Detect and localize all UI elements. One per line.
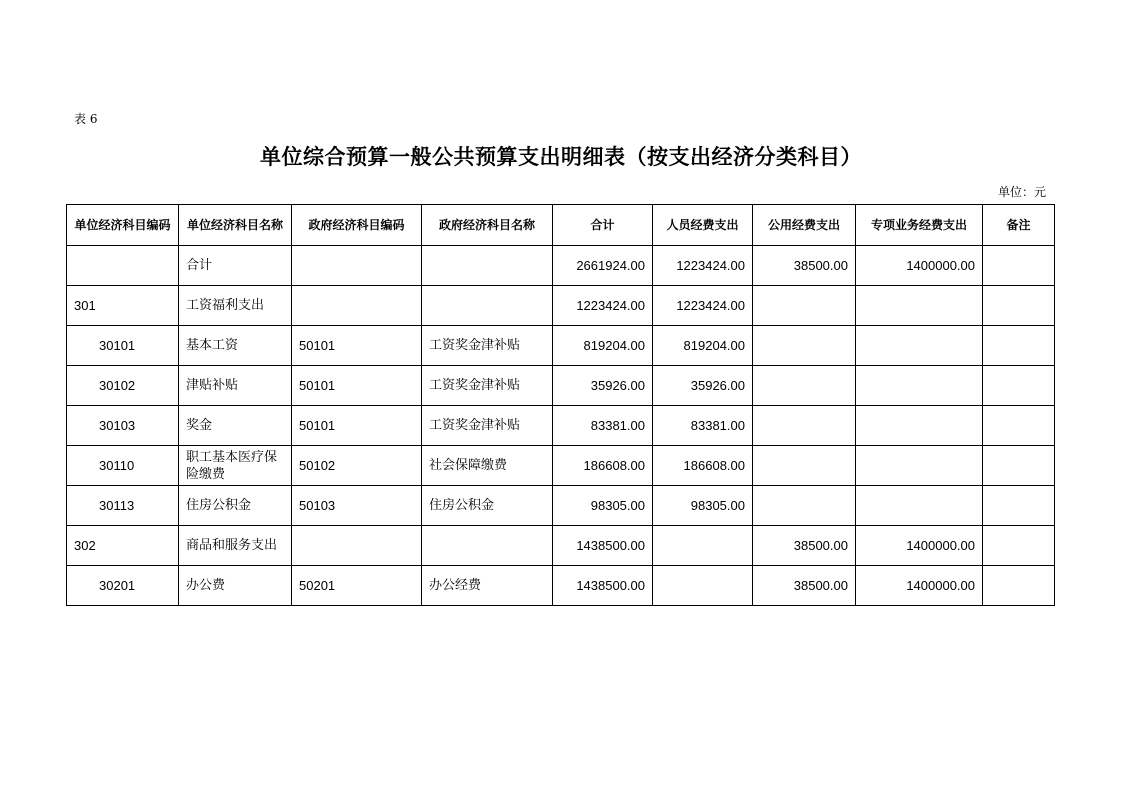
unit-code-cell bbox=[67, 246, 179, 286]
personnel-cell: 83381.00 bbox=[653, 406, 753, 446]
public-cell: 38500.00 bbox=[753, 246, 856, 286]
remark-cell bbox=[983, 526, 1055, 566]
unit-code-cell: 30110 bbox=[67, 446, 179, 486]
table-row bbox=[67, 406, 1055, 446]
gov-code-cell bbox=[292, 246, 422, 286]
table-row bbox=[67, 566, 1055, 606]
remark-cell bbox=[983, 566, 1055, 606]
unit-code-cell: 30101 bbox=[67, 326, 179, 366]
total-cell: 1438500.00 bbox=[553, 526, 653, 566]
personnel-cell: 186608.00 bbox=[653, 446, 753, 486]
column-header: 公用经费支出 bbox=[753, 205, 856, 246]
special-cell: 1400000.00 bbox=[856, 246, 983, 286]
remark-cell bbox=[983, 446, 1055, 486]
gov-code-cell: 50102 bbox=[292, 446, 422, 486]
gov-name-cell bbox=[422, 286, 553, 326]
unit-code-cell: 30201 bbox=[67, 566, 179, 606]
total-cell: 35926.00 bbox=[553, 366, 653, 406]
remark-cell bbox=[983, 366, 1055, 406]
gov-name-cell: 工资奖金津补贴 bbox=[422, 366, 553, 406]
table-row bbox=[67, 246, 1055, 286]
remark-cell bbox=[983, 246, 1055, 286]
special-cell: 1400000.00 bbox=[856, 566, 983, 606]
personnel-cell: 35926.00 bbox=[653, 366, 753, 406]
gov-code-cell bbox=[292, 526, 422, 566]
personnel-cell: 1223424.00 bbox=[653, 286, 753, 326]
special-cell: 1400000.00 bbox=[856, 526, 983, 566]
column-header: 备注 bbox=[983, 205, 1055, 246]
unit-name-cell: 办公费 bbox=[179, 566, 292, 606]
remark-cell bbox=[983, 286, 1055, 326]
gov-name-cell: 工资奖金津补贴 bbox=[422, 326, 553, 366]
personnel-cell: 819204.00 bbox=[653, 326, 753, 366]
gov-name-cell: 住房公积金 bbox=[422, 486, 553, 526]
table-body bbox=[67, 246, 1055, 606]
gov-code-cell bbox=[292, 286, 422, 326]
unit-name-cell: 奖金 bbox=[179, 406, 292, 446]
unit-name-cell: 津贴补贴 bbox=[179, 366, 292, 406]
table-row bbox=[67, 366, 1055, 406]
gov-name-cell: 办公经费 bbox=[422, 566, 553, 606]
unit-code-cell: 30103 bbox=[67, 406, 179, 446]
unit-name-cell: 工资福利支出 bbox=[179, 286, 292, 326]
table-row bbox=[67, 446, 1055, 486]
gov-name-cell bbox=[422, 246, 553, 286]
gov-code-cell: 50101 bbox=[292, 326, 422, 366]
unit-code-cell: 30113 bbox=[67, 486, 179, 526]
unit-code-cell: 301 bbox=[67, 286, 179, 326]
total-cell: 186608.00 bbox=[553, 446, 653, 486]
column-header: 单位经济科目名称 bbox=[179, 205, 292, 246]
remark-cell bbox=[983, 326, 1055, 366]
column-header: 政府经济科目编码 bbox=[292, 205, 422, 246]
total-cell: 98305.00 bbox=[553, 486, 653, 526]
gov-name-cell: 社会保障缴费 bbox=[422, 446, 553, 486]
public-cell: 38500.00 bbox=[753, 526, 856, 566]
table-row bbox=[67, 486, 1055, 526]
unit-name-cell: 合计 bbox=[179, 246, 292, 286]
total-cell: 1438500.00 bbox=[553, 566, 653, 606]
remark-cell bbox=[983, 406, 1055, 446]
gov-code-cell: 50103 bbox=[292, 486, 422, 526]
public-cell bbox=[753, 326, 856, 366]
personnel-cell: 98305.00 bbox=[653, 486, 753, 526]
gov-name-cell bbox=[422, 526, 553, 566]
document-title: 单位综合预算一般公共预算支出明细表（按支出经济分类科目） bbox=[260, 145, 862, 169]
column-header: 专项业务经费支出 bbox=[856, 205, 983, 246]
total-cell: 1223424.00 bbox=[553, 286, 653, 326]
special-cell bbox=[856, 326, 983, 366]
special-cell bbox=[856, 486, 983, 526]
special-cell bbox=[856, 366, 983, 406]
personnel-cell: 1223424.00 bbox=[653, 246, 753, 286]
column-header: 政府经济科目名称 bbox=[422, 205, 553, 246]
public-cell bbox=[753, 446, 856, 486]
unit-code-cell: 30102 bbox=[67, 366, 179, 406]
gov-code-cell: 50101 bbox=[292, 406, 422, 446]
public-cell: 38500.00 bbox=[753, 566, 856, 606]
budget-detail-table bbox=[66, 204, 1055, 606]
total-cell: 2661924.00 bbox=[553, 246, 653, 286]
unit-label: 单位：元 bbox=[997, 185, 1046, 199]
unit-name-cell: 职工基本医疗保险缴费 bbox=[179, 446, 292, 486]
remark-cell bbox=[983, 486, 1055, 526]
public-cell bbox=[753, 366, 856, 406]
column-header: 合计 bbox=[553, 205, 653, 246]
unit-name-cell: 住房公积金 bbox=[179, 486, 292, 526]
gov-name-cell: 工资奖金津补贴 bbox=[422, 406, 553, 446]
personnel-cell bbox=[653, 566, 753, 606]
column-header: 单位经济科目编码 bbox=[67, 205, 179, 246]
total-cell: 819204.00 bbox=[553, 326, 653, 366]
total-cell: 83381.00 bbox=[553, 406, 653, 446]
unit-name-cell: 基本工资 bbox=[179, 326, 292, 366]
column-header: 人员经费支出 bbox=[653, 205, 753, 246]
gov-code-cell: 50101 bbox=[292, 366, 422, 406]
unit-name-cell: 商品和服务支出 bbox=[179, 526, 292, 566]
table-row bbox=[67, 326, 1055, 366]
gov-code-cell: 50201 bbox=[292, 566, 422, 606]
special-cell bbox=[856, 286, 983, 326]
special-cell bbox=[856, 446, 983, 486]
table-row bbox=[67, 526, 1055, 566]
personnel-cell bbox=[653, 526, 753, 566]
table-row bbox=[67, 286, 1055, 326]
table-header-row bbox=[67, 205, 1055, 246]
public-cell bbox=[753, 286, 856, 326]
public-cell bbox=[753, 406, 856, 446]
public-cell bbox=[753, 486, 856, 526]
unit-code-cell: 302 bbox=[67, 526, 179, 566]
special-cell bbox=[856, 406, 983, 446]
table-number-label: 表 6 bbox=[74, 112, 98, 126]
